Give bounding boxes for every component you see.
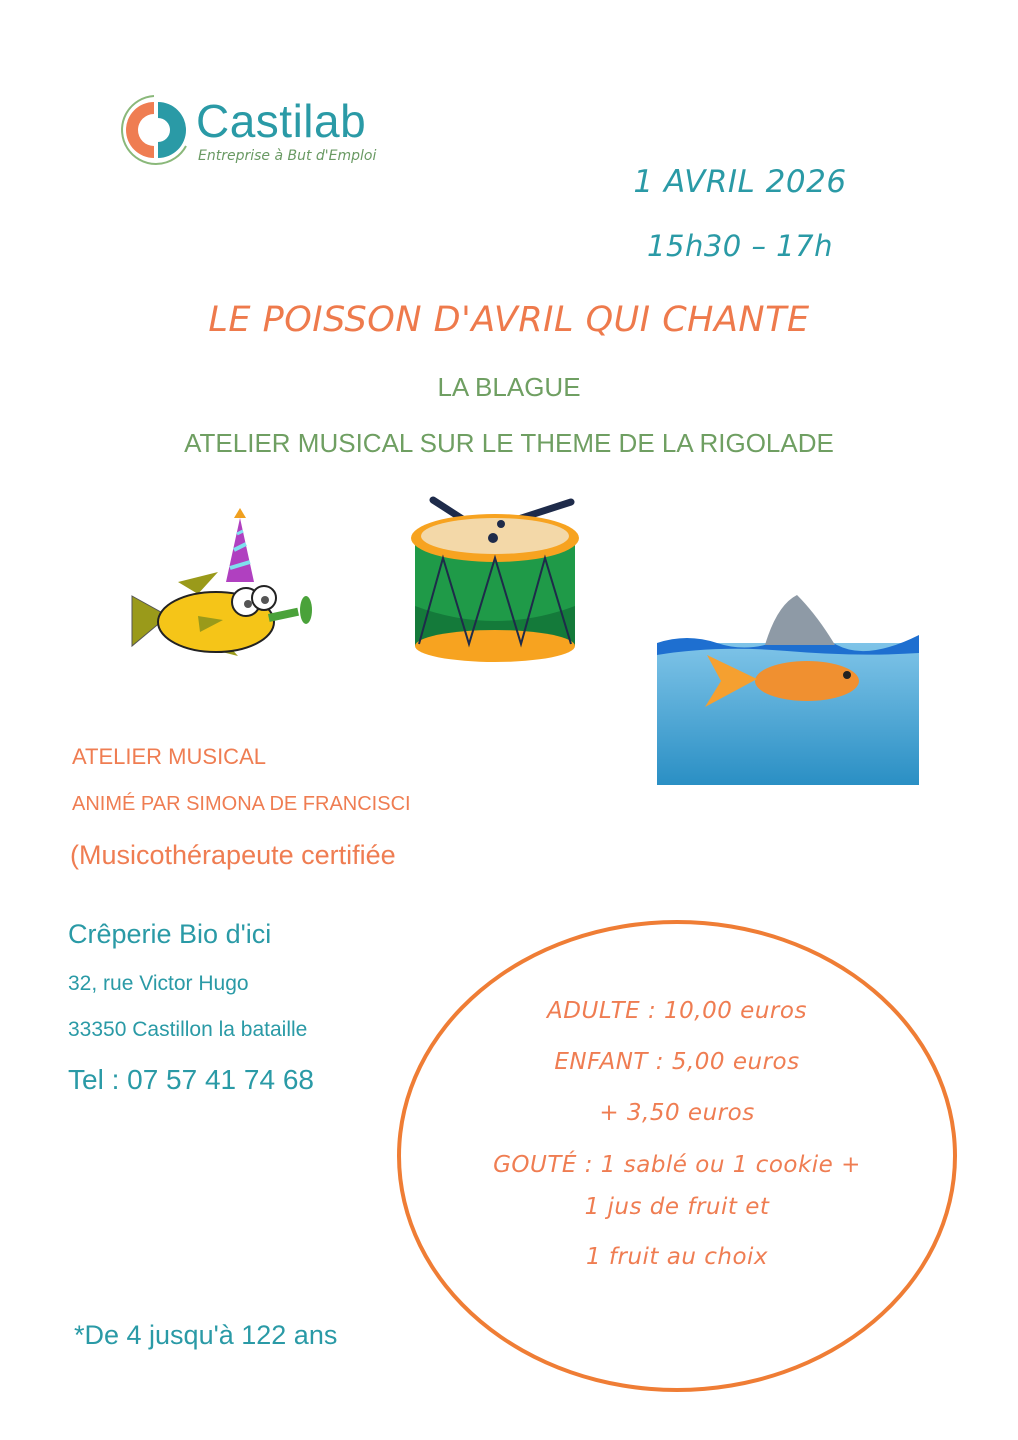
event-time: 15h30 – 17h [647,229,833,263]
event-theme: ATELIER MUSICAL SUR LE THEME DE LA RIGOLADE [184,428,834,458]
snack-line-1: GOUTÉ : 1 sablé ou 1 cookie + [493,1152,861,1178]
workshop-label: ATELIER MUSICAL [72,744,266,769]
price-child: ENFANT : 5,00 euros [554,1049,800,1075]
venue-name: Crêperie Bio d'ici [68,919,272,949]
snack-line-2: 1 jus de fruit et [584,1194,770,1220]
event-subtitle: LA BLAGUE [437,372,581,402]
event-date: 1 AVRIL 2026 [633,164,847,200]
venue-phone: Tel : 07 57 41 74 68 [68,1064,314,1095]
castilab-logo [116,92,396,172]
goldfish-shark-fin-image [657,595,919,785]
animator-name: ANIMÉ PAR SIMONA DE FRANCISCI [72,793,411,815]
logo-name: Castilab [196,95,367,147]
snack-line-3: 1 fruit au choix [585,1244,769,1270]
party-fish-image [128,506,318,666]
logo-tagline: Entreprise à But d'Emploi [198,148,377,164]
animator-credential: (Musicothérapeute certifiée [70,840,396,870]
drum-image [405,496,583,668]
price-extra: + 3,50 euros [599,1100,755,1126]
venue-city: 33350 Castillon la bataille [68,1018,308,1041]
castilab-c-icon [116,92,192,168]
price-circle [397,920,957,1392]
age-range: *De 4 jusqu'à 122 ans [74,1320,338,1350]
event-title: LE POISSON D'AVRIL QUI CHANTE [208,300,810,340]
venue-street: 32, rue Victor Hugo [68,972,249,995]
price-adult: ADULTE : 10,00 euros [547,998,807,1024]
